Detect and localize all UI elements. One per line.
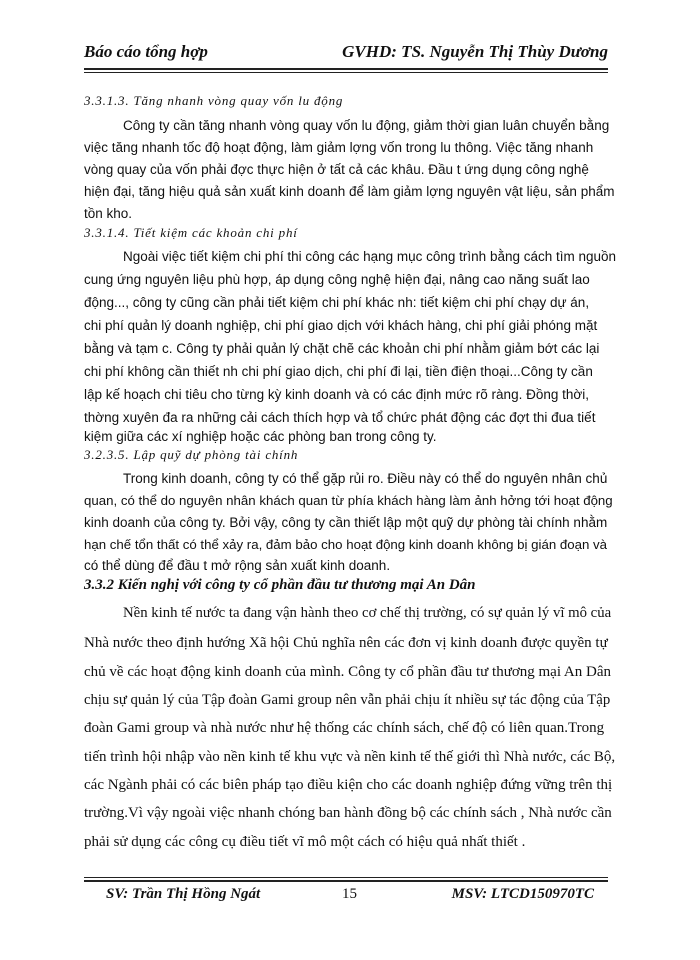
header-report-title: Báo cáo tổng hợp (84, 42, 208, 61)
paragraph-line: chịu sự quản lý của Tập đoàn Gami group nên vẫn phải chịu ít nhiều sự tác động của Tập (84, 692, 611, 708)
paragraph-line: chi phí quản lý doanh nghiệp, chi phí giao dịch với khách hàng, chi phí giải phóng mặt (84, 318, 598, 333)
paragraph-line: thờng xuyên đa ra những cải cách thích hợp và tổ chức phát động các đợt thi đua tiết (84, 410, 596, 425)
paragraph-line: bằng và tạm c. Công ty phải quản lý chặt chẽ các khoản chi phí nhằm giảm bớt các lại (84, 341, 600, 356)
paragraph-line: tồn kho. (84, 206, 133, 221)
paragraph-line: Ngoài việc tiết kiệm chi phí thi công các hạng mục công trình bằng cách tìm nguồn (123, 249, 617, 264)
footer-student-id: MSV: LTCD150970TC (451, 886, 594, 902)
paragraph-line: động..., công ty cũng cần phải tiết kiệm chi phí khác nh: tiết kiệm chi phí chạy dự án, (84, 295, 590, 310)
paragraph-line: kiệm giữa các xí nghiệp hoặc các phòng ban trong công ty. (84, 429, 437, 444)
paragraph-line: tiến trình hội nhập vào nền kinh tế khu vực và nền kinh tế thế giới thì Nhà nước, các Bộ, (84, 749, 616, 765)
page-header (84, 40, 608, 70)
paragraph-line: Trong kinh doanh, công ty có thể gặp rủi ro. Điều này có thể do nguyên nhân chủ (123, 471, 608, 486)
section-heading: 3.3.2 Kiến nghị với công ty cổ phần đầu tư thương mại An Dân (84, 577, 476, 593)
paragraph-line: chi phí không cần thiết nh chi phí giao dịch, chi phí đi lại, tiền điện thoại...Công ty cần (84, 364, 593, 379)
paragraph-line: quan, có thể do nguyên nhân khách quan từ phía khách hàng làm ảnh hởng tới hoạt động (84, 493, 613, 508)
page-number: 15 (342, 886, 357, 902)
paragraph-line: có thể dùng để đầu t mở rộng sản xuất kinh doanh. (84, 558, 391, 573)
paragraph-line: trường.Vì vậy ngoài việc nhanh chóng ban hành đồng bộ các chính sách , Nhà nước cần (84, 805, 612, 821)
paragraph-line: lập kế hoạch chi tiêu cho từng kỳ kinh doanh và có các định mức rõ ràng. Đồng thời, (84, 387, 589, 402)
footer-student-name: SV: Trần Thị Hồng Ngát (106, 886, 261, 902)
paragraph-line: các Ngành phải có các biên pháp tạo điều kiện cho các doanh nghiệp đứng vững trên thị (84, 777, 613, 793)
paragraph-line: đoàn Gami group và nhà nước như hệ thống các chính sách, chế độ có liên quan.Trong (84, 720, 605, 736)
paragraph-line: Nhà nước theo định hướng Xã hội Chủ nghĩa nên các đơn vị kinh doanh được quyền tự (84, 635, 608, 651)
paragraph-line: hiện đại, tăng hiệu quả sản xuất kinh doanh để làm giảm lợng nguyên vật liệu, sản phẩm (84, 184, 615, 199)
paragraph-line: hạn chế tổn thất có thể xảy ra, đảm bảo cho hoạt động kinh doanh không bị gián đoạn và (84, 537, 608, 552)
paragraph-line: cung ứng nguyên liệu phù hợp, áp dụng công nghệ hiện đại, nâng cao năng suất lao (84, 272, 590, 287)
paragraph-line: phải sử dụng các công cụ điều tiết vĩ mô một cách có hiệu quả nhất thiết . (84, 834, 526, 850)
paragraph-line: vòng quay của vốn phải đợc thực hiện ở tất cả các khâu. Đầu t ứng dụng công nghệ (84, 162, 589, 177)
section-heading: 3.2.3.5. Lập quỹ dự phòng tài chính (84, 447, 299, 462)
paragraph-line: việc tăng nhanh tốc độ hoạt động, làm giảm lợng vốn trong lu thông. Việc tăng nhanh (84, 140, 594, 155)
header-advisor: GVHD: TS. Nguyễn Thị Thùy Dương (342, 42, 608, 61)
section-heading: 3.3.1.4. Tiết kiệm các khoản chi phí (84, 225, 298, 240)
section-heading: 3.3.1.3. Tăng nhanh vòng quay vốn lu động (84, 93, 344, 108)
paragraph-line: kinh doanh của công ty. Bởi vậy, công ty cần thiết lập một quỹ dự phòng tài chính nhằm (84, 515, 608, 530)
paragraph-line: chủ về các hoạt động kinh doanh của mình. Công ty cổ phần đầu tư thương mại An Dân (84, 664, 611, 680)
page-footer (84, 880, 608, 906)
paragraph-line: Nền kinh tế nước ta đang vận hành theo cơ chế thị trường, có sự quản lý vĩ mô của (123, 605, 612, 621)
paragraph-line: Công ty cần tăng nhanh vòng quay vốn lu động, giảm thời gian luân chuyển bằng (123, 118, 610, 133)
